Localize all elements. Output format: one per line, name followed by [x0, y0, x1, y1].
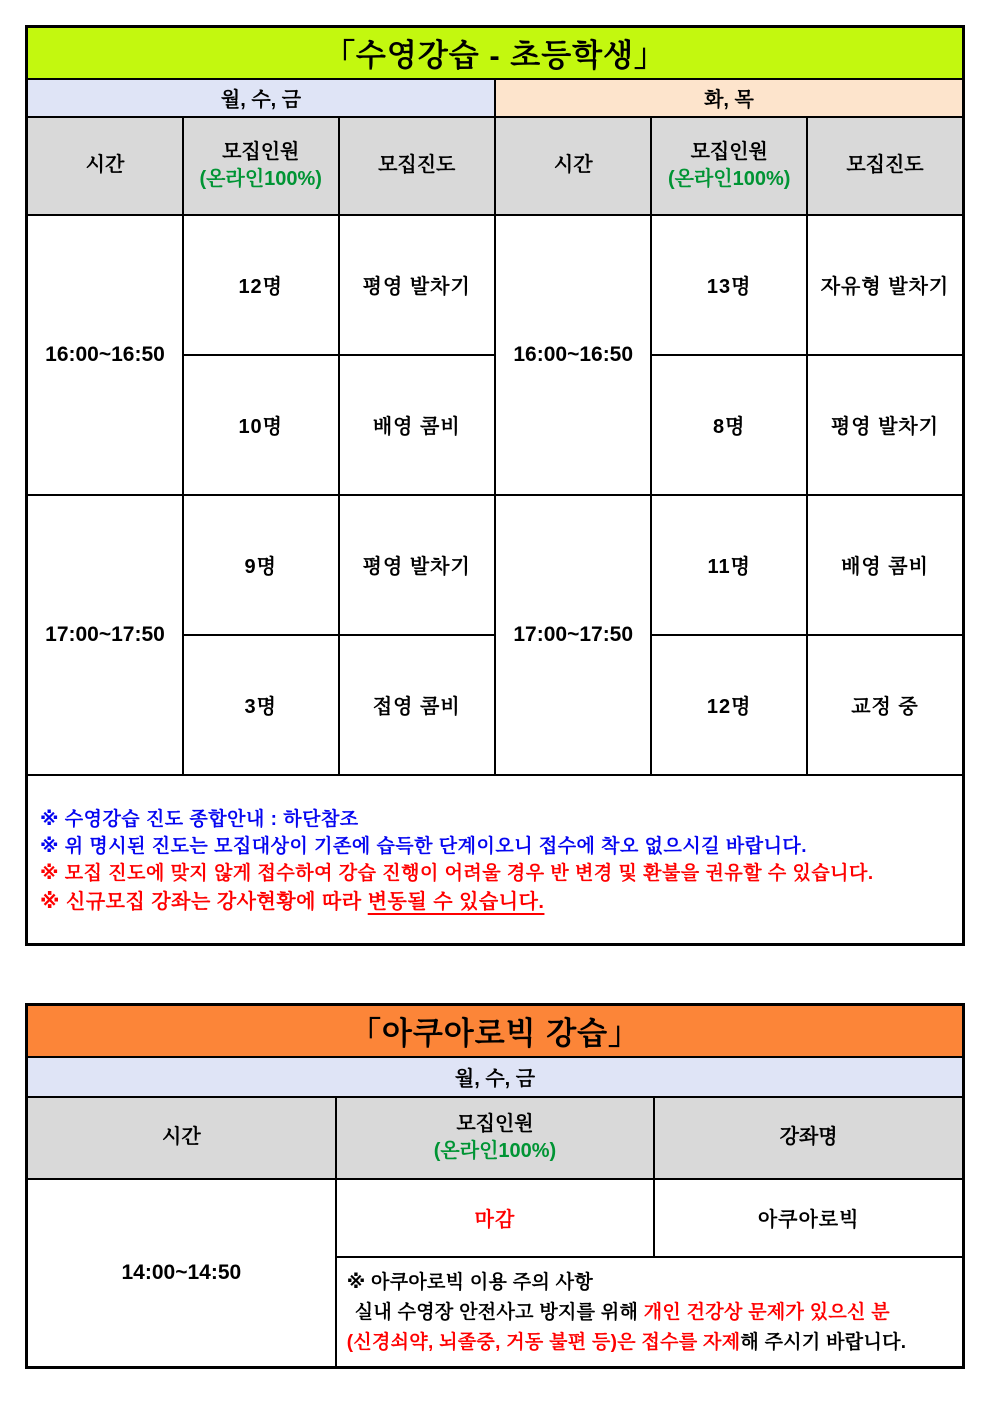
column-header-capacity-right [651, 117, 807, 215]
day-group-tue-thu: 화, 목 [495, 79, 964, 117]
caution-line-3 [347, 1328, 952, 1358]
capacity-cell: 9명 [183, 495, 339, 635]
progress-cell: 자유형 발차기 [807, 215, 964, 355]
note-change-underlined: 변동될 수 있습니다. [367, 891, 545, 914]
aqua-column-header-capacity [336, 1097, 655, 1179]
column-header-time-right: 시간 [495, 117, 651, 215]
aqua-day-group-mon-wed-fri: 월, 수, 금 [27, 1057, 964, 1097]
online-100-label: (온라인100%) [199, 167, 322, 190]
capacity-header-label: 모집인원 [222, 140, 300, 163]
capacity-cell: 13명 [651, 215, 807, 355]
column-header-progress-right: 모집진도 [807, 117, 964, 215]
capacity-cell: 11명 [651, 495, 807, 635]
online-100-label: (온라인100%) [667, 167, 791, 190]
caution-line-2 [347, 1298, 952, 1328]
progress-cell: 평영 발차기 [807, 355, 964, 495]
caution-title-line: ※ 아쿠아로빅 이용 주의 사항 [346, 1271, 593, 1293]
course-name-cell: 아쿠아로빅 [654, 1179, 963, 1257]
time-cell-1700-right: 17:00~17:50 [495, 495, 651, 775]
time-cell-1600-left: 16:00~16:50 [27, 215, 183, 495]
aqua-caution-cell [336, 1257, 964, 1368]
note-line-schedule-change [40, 885, 950, 914]
caution-line2-red: 개인 건강상 문제가 있으신 분 [643, 1301, 890, 1323]
capacity-cell: 10명 [183, 355, 339, 495]
note-change-prefix: ※ 신규모집 강좌는 강사현황에 따라 [40, 891, 368, 914]
capacity-cell: 12명 [651, 635, 807, 775]
aqua-column-header-time: 시간 [27, 1097, 336, 1179]
swim-schedule-table [25, 25, 965, 946]
capacity-cell: 12명 [183, 215, 339, 355]
note-line-level-warning: ※ 위 명시된 진도는 모집대상이 기존에 습득한 단계이오니 접수에 착오 없으시길 바랍니다. [40, 836, 808, 858]
swim-table-title: 「수영강습 - 초등학생」 [27, 27, 964, 79]
caution-line2-black: 실내 수영장 안전사고 방지를 위해 [354, 1301, 644, 1323]
aqua-time-cell: 14:00~14:50 [27, 1179, 336, 1368]
aqua-column-header-course: 강좌명 [654, 1097, 963, 1179]
progress-cell: 배영 콤비 [339, 355, 495, 495]
capacity-header-label: 모집인원 [456, 1112, 534, 1135]
progress-cell: 평영 발차기 [339, 495, 495, 635]
capacity-cell: 3명 [183, 635, 339, 775]
column-header-progress-left: 모집진도 [339, 117, 495, 215]
day-group-mon-wed-fri: 월, 수, 금 [27, 79, 495, 117]
aqua-schedule-table [25, 1003, 965, 1369]
progress-cell: 접영 콤비 [339, 635, 495, 775]
note-line-progress-guide: ※ 수영강습 진도 종합안내 : 하단참조 [40, 809, 359, 831]
swim-notes-section [27, 775, 964, 945]
caution-line3-red: (신경쇠약, 뇌졸중, 거동 불편 등)은 접수를 자제 [346, 1331, 741, 1353]
progress-cell: 평영 발차기 [339, 215, 495, 355]
progress-cell: 배영 콤비 [807, 495, 964, 635]
time-cell-1600-right: 16:00~16:50 [495, 215, 651, 495]
aqua-table-title: 「아쿠아로빅 강습」 [27, 1005, 964, 1057]
capacity-cell: 8명 [651, 355, 807, 495]
time-cell-1700-left: 17:00~17:50 [27, 495, 183, 775]
column-header-time-left: 시간 [27, 117, 183, 215]
online-100-label: (온라인100%) [433, 1139, 557, 1162]
column-header-capacity-left [183, 117, 339, 215]
note-line-refund-warning: ※ 모집 진도에 맞지 않게 접수하여 강습 진행이 어려울 경우 반 변경 및 환불을 권유할 수 있습니다. [40, 863, 874, 885]
status-closed-badge: 마감 [336, 1179, 655, 1257]
caution-line3-black: 해 주시기 바랍니다. [740, 1331, 907, 1353]
capacity-header-label: 모집인원 [690, 140, 768, 163]
progress-cell: 교정 중 [807, 635, 964, 775]
